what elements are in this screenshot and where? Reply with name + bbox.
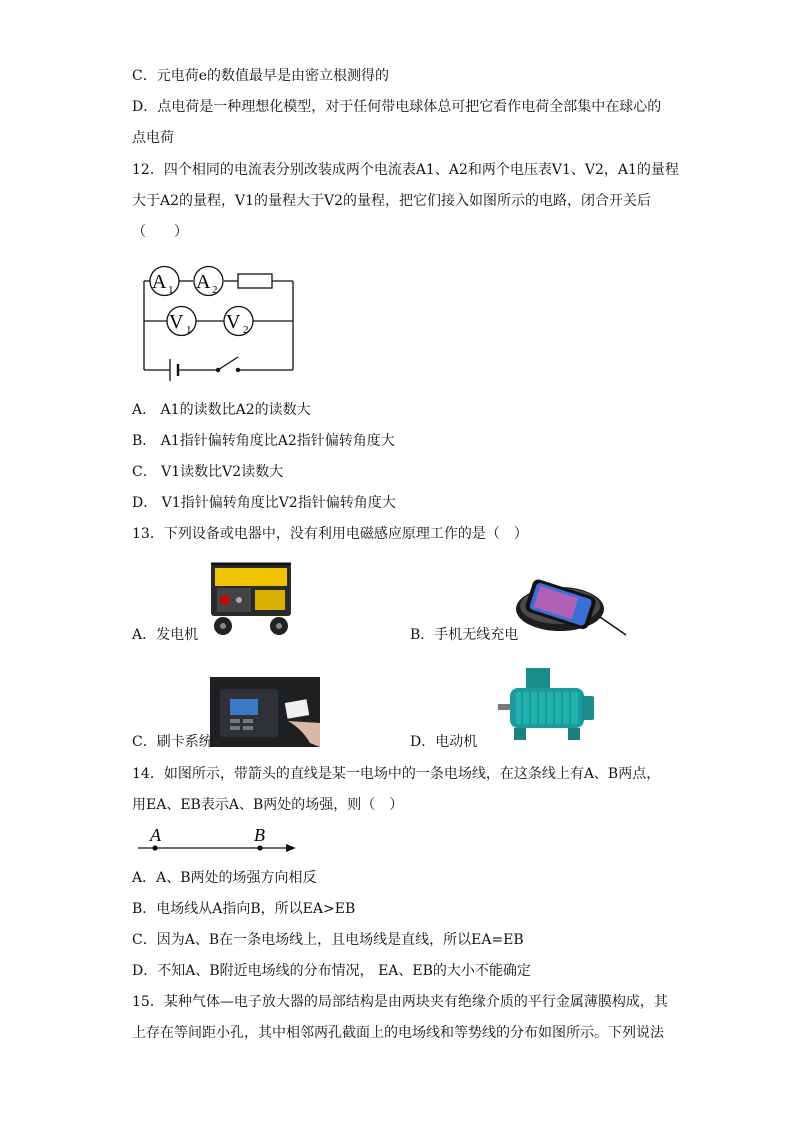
svg-text:A: A <box>152 271 167 293</box>
electric-motor-image <box>496 662 598 744</box>
question-13-option-b: B．手机无线充电 <box>410 627 519 643</box>
card-system-image <box>210 677 320 747</box>
question-14-stem: 14．如图所示，带箭头的直线是某一电场中的一条电场线，在这条线上有A、B两点， <box>132 766 661 782</box>
question-14-option-b: B．电场线从A指向B，所以EA>EB <box>132 901 356 917</box>
line-option-c-11: C．元电荷e的数值最早是由密立根测得的 <box>132 68 389 84</box>
point-b <box>257 845 262 850</box>
label-b: B <box>254 825 265 845</box>
svg-text:1: 1 <box>186 324 192 336</box>
question-12-bracket: （ ） <box>132 224 188 240</box>
svg-text:A: A <box>196 271 211 293</box>
question-14-stem-cont: 用EA、EB表示A、B两处的场强，则（ ） <box>132 797 404 813</box>
circuit-diagram <box>138 258 298 382</box>
line-option-d-11-cont: 点电荷 <box>132 130 174 146</box>
svg-text:2: 2 <box>212 284 218 296</box>
point-a <box>152 845 157 850</box>
question-12-option-c: C． V1读数比V2读数大 <box>132 464 284 480</box>
ammeter-a2 <box>194 267 223 297</box>
wireless-charger-image <box>512 575 630 637</box>
question-12-option-b: B． A1指针偏转角度比A2指针偏转角度大 <box>132 433 395 449</box>
question-13-option-c: C．刷卡系统 <box>132 734 213 750</box>
question-15-stem: 15．某种气体—电子放大器的局部结构是由两块夹有绝缘介质的平行金属薄膜构成，其 <box>132 994 668 1010</box>
svg-text:V: V <box>169 311 184 333</box>
question-15-stem-cont: 上存在等间距小孔，其中相邻两孔截面上的电场线和等势线的分布如图所示。下列说法 <box>132 1025 664 1041</box>
svg-text:1: 1 <box>168 284 174 296</box>
generator-image <box>205 556 297 640</box>
question-13-stem: 13．下列设备或电器中，没有利用电磁感应原理工作的是（ ） <box>132 526 528 542</box>
question-12-option-a: A． A1的读数比A2的读数大 <box>132 402 311 418</box>
question-13-option-d: D．电动机 <box>410 734 478 750</box>
question-14-option-d: D．不知A、B附近电场线的分布情况， EA、EB的大小不能确定 <box>132 963 531 979</box>
label-a: A <box>150 825 161 845</box>
question-14-option-c: C．因为A、B在一条电场线上，且电场线是直线，所以EA=EB <box>132 932 524 948</box>
question-13-option-a: A．发电机 <box>132 627 199 643</box>
line-option-d-11: D．点电荷是一种理想化模型，对于任何带电球体总可把它看作电荷全部集中在球心的 <box>132 99 662 115</box>
voltmeter-v1 <box>167 307 196 337</box>
ammeter-a1 <box>150 267 179 297</box>
question-12-option-d: D． V1指针偏转角度比V2指针偏转角度大 <box>132 495 396 511</box>
question-12-stem-cont: 大于A2的量程，V1的量程大于V2的量程，把它们接入如图所示的电路，闭合开关后 <box>132 193 652 209</box>
svg-text:V: V <box>226 311 241 333</box>
question-14-option-a: A．A、B两处的场强方向相反 <box>132 870 317 886</box>
question-12-stem: 12．四个相同的电流表分别改装成两个电流表A1、A2和两个电压表V1、V2，A1的量程 <box>132 162 679 178</box>
voltmeter-v2 <box>224 307 253 337</box>
svg-text:2: 2 <box>243 324 249 336</box>
electric-field-line-diagram <box>136 824 298 858</box>
